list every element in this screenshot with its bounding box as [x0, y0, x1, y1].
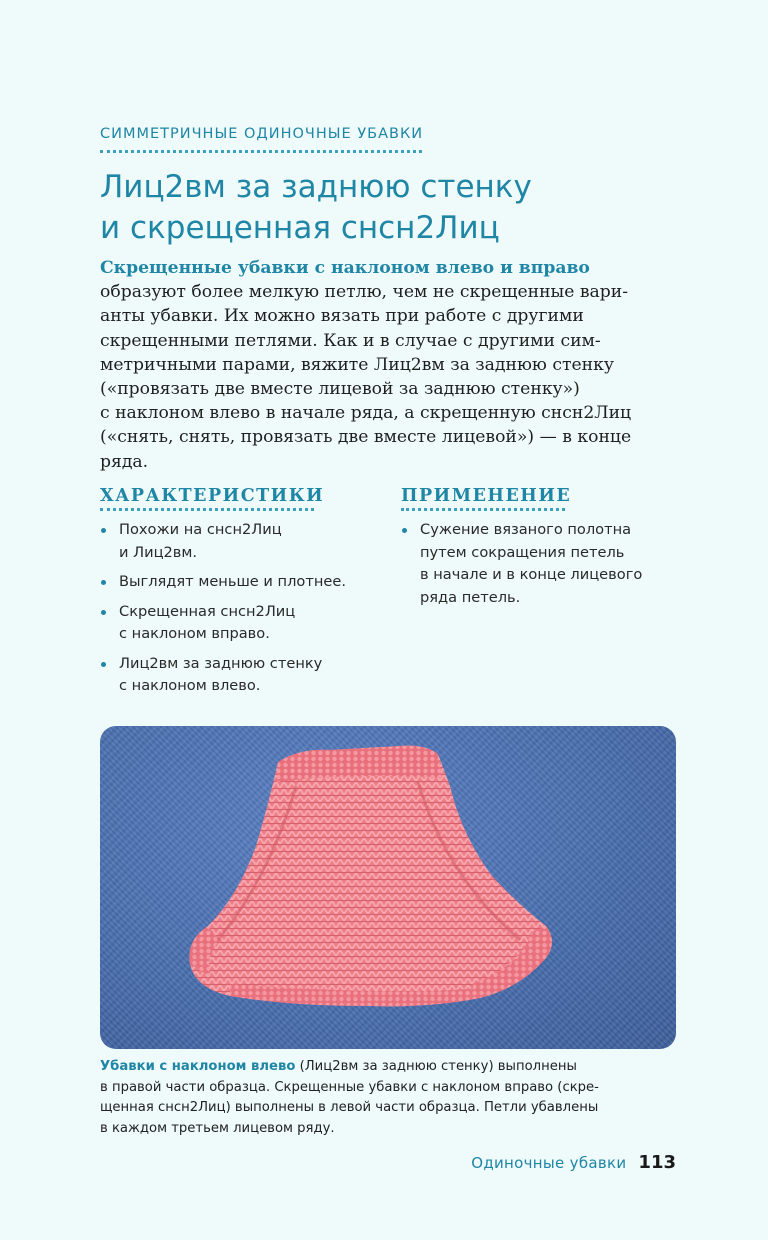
intro-body: образуют более мелкую петлю, чем не скрещенные вари- анты убавки. Их можно вязать при работе с другими скрещенными петлями. Как и в случае с другими сим- метричными парами, вяжите Лиц2вм за заднюю стенку («провязать две вместе лицевой за заднюю стенку») с наклоном влево в начале ряда, а скрещенную снсн2Лиц («снять, снять, провязать две вместе лицевой») — в конце ряда.: [100, 282, 632, 472]
page-title: [100, 167, 676, 249]
list-item: Похожи на снсн2Лиц и Лиц2вм.: [100, 519, 370, 564]
characteristics-dotted-rule: [100, 508, 314, 511]
application-heading: ПРИМЕНЕНИЕ: [401, 486, 572, 506]
list-item: Выглядят меньше и плотнее.: [100, 571, 370, 594]
intro-paragraph: [100, 256, 676, 474]
kicker-dotted-rule: [100, 150, 422, 153]
list-item: Лиц2вм за заднюю стенку с наклоном влево.: [100, 653, 370, 698]
list-item: Сужение вязаного полотна путем сокращения петель в начале и в конце лицевого ряда петель.: [401, 519, 676, 609]
characteristics-heading: ХАРАКТЕРИСТИКИ: [100, 486, 325, 506]
photo-caption: [100, 1057, 676, 1139]
application-column: [401, 486, 676, 616]
title-line-1: Лиц2вм за заднюю стенку: [100, 169, 532, 205]
characteristics-list: [100, 519, 370, 698]
swatch-illustration: [100, 726, 676, 1049]
intro-lead: Скрещенные убавки с наклоном влево и вправо: [100, 258, 590, 278]
swatch-shape: [189, 746, 552, 1007]
caption-lead: Убавки с наклоном влево: [100, 1059, 296, 1074]
page-footer: [471, 1152, 676, 1173]
knitted-swatch-photo: [100, 726, 676, 1049]
title-line-2: и скрещенная снсн2Лиц: [100, 210, 500, 246]
application-dotted-rule: [401, 508, 565, 511]
caption-body: (Лиц2вм за заднюю стенку) выполнены в правой части образца. Скрещенные убавки с наклоном вправо (скре- щенная снсн2Лиц) выполнены в левой части образца. Петли убавлены в каждом третьем лицевом ряду.: [100, 1059, 599, 1136]
section-kicker: СИММЕТРИЧНЫЕ ОДИНОЧНЫЕ УБАВКИ: [100, 126, 424, 142]
application-list: [401, 519, 676, 609]
list-item: Скрещенная снсн2Лиц с наклоном вправо.: [100, 601, 370, 646]
characteristics-column: [100, 486, 370, 705]
page-number: 113: [638, 1152, 676, 1173]
footer-section-title: Одиночные убавки: [471, 1154, 627, 1172]
